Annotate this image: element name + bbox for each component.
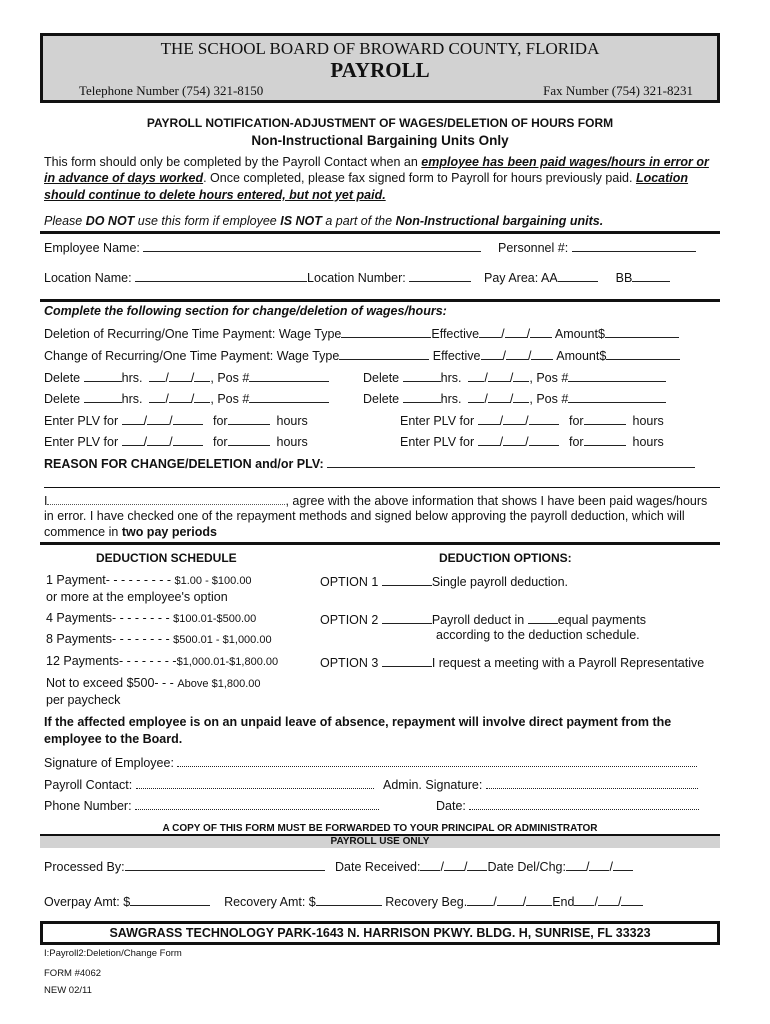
option-2-check-field[interactable] [382, 611, 432, 624]
pay-area-bb-field[interactable] [632, 269, 670, 282]
plv-row: Enter PLV for / / for hours [400, 414, 664, 428]
delete-hours-row: Delete hrs. / / , Pos # [44, 369, 329, 386]
phone-row: Phone Number: [44, 797, 379, 814]
date-field[interactable] [169, 390, 191, 403]
form-title: PAYROLL NOTIFICATION-ADJUSTMENT OF WAGES/DELETION OF HOURS FORM [146, 116, 614, 130]
date-field[interactable] [468, 390, 484, 403]
agreement-line-1: I , agree with the above information that shows I have been paid wages/hours [44, 494, 708, 508]
date-field[interactable] [169, 369, 191, 382]
plv-hours-field[interactable] [584, 433, 626, 446]
date-field[interactable] [589, 858, 609, 871]
date-field[interactable] [444, 858, 464, 871]
intro-line-3: should continue to delete hours entered, but not yet paid. [44, 188, 386, 202]
date-field[interactable] [468, 369, 484, 382]
date-field[interactable] [613, 858, 633, 871]
position-field[interactable] [568, 390, 666, 403]
overpay-row: Overpay Amt: $ Recovery Amt: $ Recovery Beg. / / End / / [44, 893, 643, 910]
option-1-check-field[interactable] [382, 573, 432, 586]
date-field[interactable] [529, 412, 559, 425]
deduction-options-title: DEDUCTION OPTIONS: [439, 551, 572, 565]
employee-name-agree-field[interactable] [47, 492, 285, 505]
date-field[interactable] [497, 893, 523, 906]
date-field[interactable] [488, 369, 510, 382]
schedule-row: Not to exceed $500- - - Above $1,800.00 [46, 676, 261, 690]
deduction-schedule-title: DEDUCTION SCHEDULE [96, 551, 237, 565]
overpay-amount-field[interactable] [130, 893, 210, 906]
processed-by-field[interactable] [125, 858, 325, 871]
date-field[interactable] [621, 893, 643, 906]
org-name: THE SCHOOL BOARD OF BROWARD COUNTY, FLORIDA [160, 39, 600, 58]
date-field[interactable] [574, 893, 594, 906]
date-field[interactable] [513, 369, 529, 382]
file-path: I:Payroll2:Deletion/Change Form [44, 948, 182, 959]
position-field[interactable] [568, 369, 666, 382]
schedule-row: 12 Payments- - - - - - - -$1,000.01-$1,800.00 [46, 654, 279, 668]
date-field[interactable] [503, 412, 525, 425]
option-3-check-field[interactable] [382, 654, 432, 667]
option-2-detail: according to the deduction schedule. [436, 628, 640, 642]
date-field[interactable] [506, 347, 528, 360]
date-field[interactable] [481, 347, 503, 360]
date-field[interactable] [420, 858, 440, 871]
admin-signature-row: Admin. Signature: [383, 776, 698, 793]
amount-field[interactable] [605, 325, 679, 338]
form-subtitle: Non-Instructional Bargaining Units Only [251, 133, 509, 148]
date-field[interactable] [529, 433, 559, 446]
plv-hours-field[interactable] [228, 433, 270, 446]
personnel-row: Personnel #: [498, 239, 696, 256]
payroll-use-only-band: PAYROLL USE ONLY [40, 836, 720, 848]
schedule-row: 1 Payment- - - - - - - - - $1.00 - $100.00 [46, 573, 252, 587]
plv-row: Enter PLV for / / for hours [400, 435, 664, 449]
agreement-line-3: commence in two pay periods [44, 525, 217, 539]
change-row: Change of Recurring/One Time Payment: Wage Type Effective / / Amount$ [44, 347, 680, 364]
location-name-field[interactable] [135, 269, 307, 282]
reason-row: REASON FOR CHANGE/DELETION and/or PLV: [44, 455, 695, 472]
hours-field[interactable] [84, 369, 122, 382]
section-heading: Complete the following section for change/deletion of wages/hours: [44, 304, 447, 318]
date-field[interactable] [526, 893, 552, 906]
divider [40, 542, 720, 545]
intro-line-1: This form should only be completed by the Payroll Contact when an employee has been paid wages/hours in error or [44, 155, 709, 169]
payroll-contact-field[interactable] [136, 776, 374, 789]
payments-count-field[interactable] [528, 611, 558, 624]
date-field[interactable] [173, 433, 203, 446]
telephone-number: Telephone Number (754) 321-8150 [79, 83, 264, 98]
pay-area-aa-field[interactable] [558, 269, 598, 282]
employee-signature-row: Signature of Employee: [44, 754, 697, 771]
plv-hours-field[interactable] [228, 412, 270, 425]
pay-area-row: Pay Area: AA BB [484, 269, 670, 286]
position-field[interactable] [249, 369, 329, 382]
plv-row: Enter PLV for / / for hours [44, 414, 308, 428]
personnel-number-field[interactable] [572, 239, 696, 252]
reason-field[interactable] [327, 455, 695, 468]
delete-hours-row: Delete hrs. / / , Pos # [363, 390, 666, 407]
divider [40, 231, 720, 234]
date-row: Date: [436, 797, 699, 814]
date-field[interactable] [488, 390, 510, 403]
revision: NEW 02/11 [44, 985, 92, 996]
date-field[interactable] [173, 412, 203, 425]
hours-field[interactable] [403, 369, 441, 382]
date-field[interactable] [467, 858, 487, 871]
date-field[interactable] [147, 412, 169, 425]
plv-row: Enter PLV for / / for hours [44, 435, 308, 449]
location-number-field[interactable] [409, 269, 471, 282]
date-field[interactable] [194, 390, 210, 403]
amount-field[interactable] [606, 347, 680, 360]
fax-number: Fax Number (754) 321-8231 [543, 83, 693, 98]
leave-note-2: employee to the Board. [44, 732, 183, 746]
date-field[interactable] [149, 390, 165, 403]
plv-hours-field[interactable] [584, 412, 626, 425]
intro-line-2: in advance of days worked. Once completed, please fax signed form to Payroll for hours previously paid. Location [44, 171, 689, 185]
date-field[interactable] [147, 433, 169, 446]
address-box: SAWGRASS TECHNOLOGY PARK-1643 N. HARRISON PKWY. BLDG. H, SUNRISE, FL 33323 [40, 921, 720, 945]
schedule-row: 4 Payments- - - - - - - - $100.01-$500.00 [46, 611, 257, 625]
employee-name-field[interactable] [143, 239, 481, 252]
schedule-row: per paycheck [46, 693, 121, 707]
form-number: FORM #4062 [44, 968, 102, 979]
date-field[interactable] [122, 412, 144, 425]
notice-line: Please DO NOT use this form if employee IS NOT a part of the Non-Instructional bargaining units. [44, 214, 604, 228]
wage-type-field[interactable] [341, 325, 431, 338]
date-field[interactable] [478, 412, 500, 425]
date-field[interactable] [505, 325, 527, 338]
schedule-row: 8 Payments- - - - - - - - $500.01 - $1,000.00 [46, 632, 272, 646]
option-3: OPTION 3 I request a meeting with a Payroll Representative [320, 656, 705, 670]
position-field[interactable] [249, 390, 329, 403]
payroll-contact-row: Payroll Contact: [44, 776, 374, 793]
date-field[interactable] [479, 325, 501, 338]
date-field[interactable] [531, 347, 553, 360]
date-field[interactable] [598, 893, 618, 906]
hours-field[interactable] [84, 390, 122, 403]
divider [40, 299, 720, 302]
schedule-row: or more at the employee's option [46, 590, 228, 604]
date-field[interactable] [566, 858, 586, 871]
leave-note-1: If the affected employee is on an unpaid leave of absence, repayment will involve direct payment from the [44, 715, 672, 729]
reason-field-line-2[interactable] [44, 487, 720, 488]
option-2: OPTION 2 Payroll deduct in equal payments [320, 613, 646, 627]
deletion-row: Deletion of Recurring/One Time Payment: Wage Type Effective / / Amount$ [44, 325, 679, 342]
option-1: OPTION 1 Single payroll deduction. [320, 575, 569, 589]
date-field[interactable] [467, 893, 493, 906]
date-field[interactable] [503, 433, 525, 446]
date-field[interactable] [194, 369, 210, 382]
admin-signature-field[interactable] [486, 776, 698, 789]
phone-number-field[interactable] [135, 797, 379, 810]
agreement-line-2: in error. I have checked one of the repayment methods and signed below approving the payroll deduction, which will [44, 509, 685, 523]
wage-type-field[interactable] [339, 347, 429, 360]
date-field[interactable] [122, 433, 144, 446]
employee-name-row: Employee Name: [44, 239, 481, 256]
date-field[interactable] [469, 797, 699, 810]
header-title: PAYROLL [330, 58, 430, 82]
date-field[interactable] [149, 369, 165, 382]
date-field[interactable] [513, 390, 529, 403]
date-field[interactable] [530, 325, 552, 338]
hours-field[interactable] [403, 390, 441, 403]
date-field[interactable] [478, 433, 500, 446]
header-box [40, 33, 720, 103]
delete-hours-row: Delete hrs. / / , Pos # [363, 369, 666, 386]
employee-signature-field[interactable] [177, 754, 697, 767]
processed-row: Processed By: Date Received: / / Date Del/Chg: / / [44, 858, 633, 875]
copy-notice: A COPY OF THIS FORM MUST BE FORWARDED TO YOUR PRINCIPAL OR ADMINISTRATOR [162, 823, 598, 834]
recovery-amount-field[interactable] [316, 893, 382, 906]
location-row: Location Name: Location Number: [44, 269, 471, 286]
delete-hours-row: Delete hrs. / / , Pos # [44, 390, 329, 407]
